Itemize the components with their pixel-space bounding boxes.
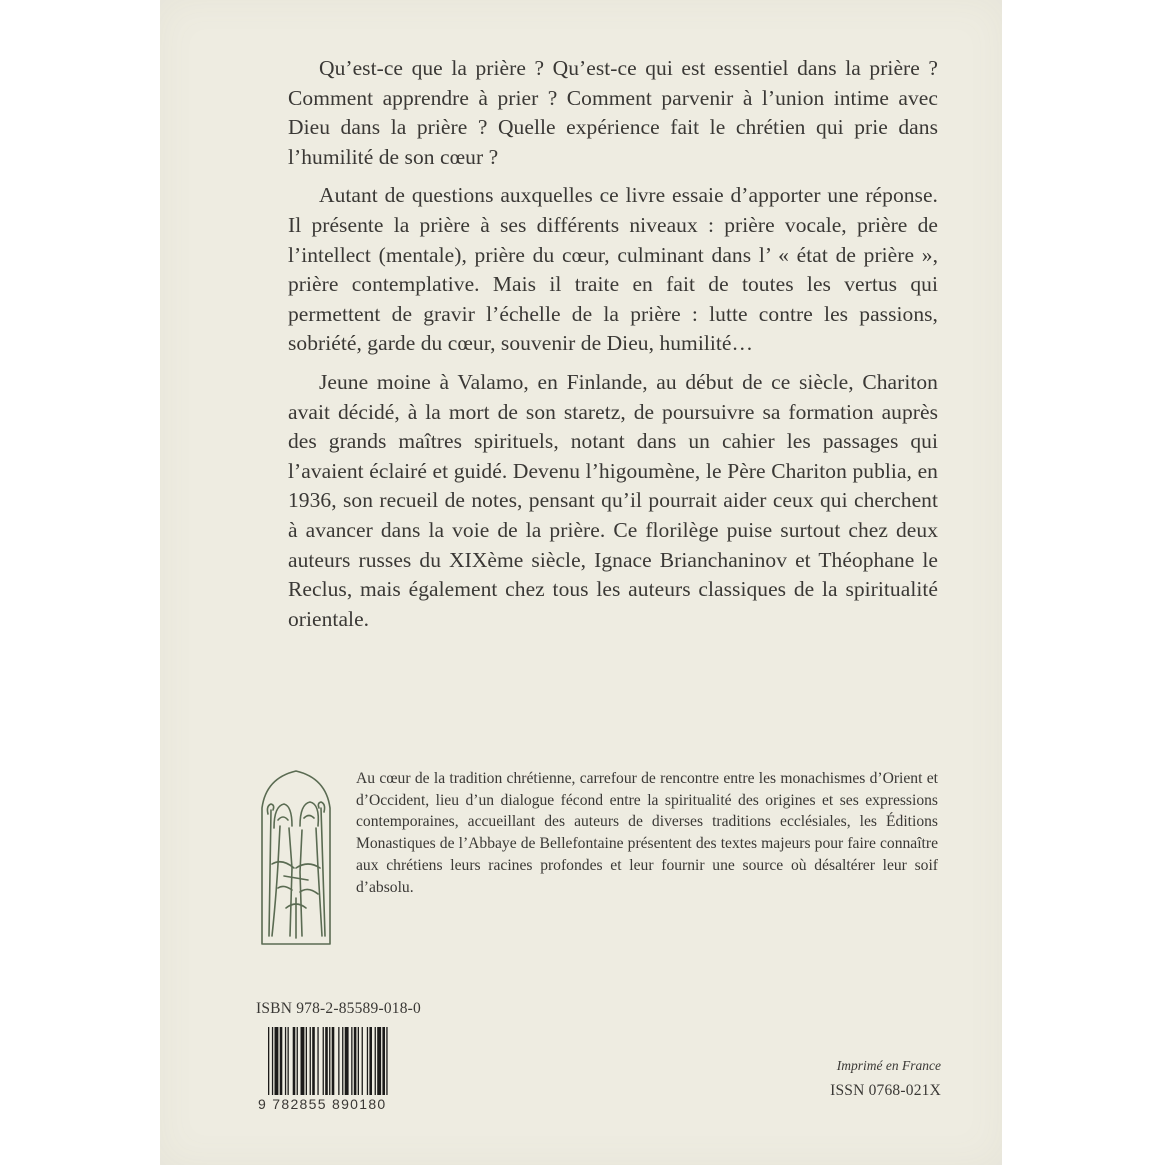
barcode-bar [268,1027,269,1101]
barcode-bar [369,1027,372,1095]
barcode-bar [301,1027,305,1095]
barcode-bar [306,1027,307,1095]
barcode-bar [310,1027,311,1095]
back-cover [160,0,1002,1165]
barcode-bar [342,1027,343,1095]
barcode-bar [382,1027,385,1095]
barcode-bar [332,1027,335,1095]
isbn-label: ISBN 978-2-85589-018-0 [256,1000,421,1017]
barcode-bar [377,1027,381,1095]
blurb-paragraph: Autant de questions auxquelles ce livre essaie d’apporter une réponse. Il présente la prière à ses différents niveaux : prière vocale, prière de l’intellect (mentale), prière du cœur, culminant dans l’ « état de prière », prière contemplative. Mais il traite en fait de toutes les vertus qui permettent de gravir l’échelle de la prière : lutte contre les passions, sobriété, garde du cœur, souvenir de Dieu, humilité… [288,183,938,356]
issn-label: ISSN 0768-021X [830,1082,941,1099]
blurb-paragraph: Qu’est-ce que la prière ? Qu’est-ce qui est essentiel dans la prière ? Comment apprendre à prier ? Comment parvenir à l’union intime avec Dieu dans la prière ? Quelle expérience fait le chrétien qui prie dans l’humilité de son cœur ? [288,56,938,169]
barcode-bar [293,1027,296,1095]
barcode-bar [297,1027,298,1095]
blurb-paragraph: Jeune moine à Valamo, en Finlande, au début de ce siècle, Chariton avait décidé, à la mort de son staretz, de poursuivre sa formation auprès des grands maîtres spirituels, notant dans un cahier les passages qui l’avaient éclairé et guidé. Devenu l’higoumène, le Père Chariton publia, en 1936, son recueil de notes, pensant qu’il pourrait aider ceux qui cherchent à avancer dans la voie de la prière. Ce florilège puise surtout chez deux auteurs russes du XIXème siècle, Ignace Brianchaninov et Théophane le Reclus, mais également chez tous les auteurs classiques de la spiritualité orientale. [288,369,938,631]
barcode-bar [367,1027,368,1095]
barcode-bar [338,1027,339,1095]
collection-description: Au cœur de la tradition chrétienne, carrefour de rencontre entre les monachismes d’Orient et d’Occident, lieu d’un dialogue fécond entre la spiritualité des origines et ses expressions contemporaines, accueillant des auteurs de diverses traditions ecclésiales, les Éditions Monastiques de l’Abbaye de Bellefontaine présentent des textes majeurs pour faire connaître aux chrétiens leurs racines profondes et leur fournir une source où désaltérer leur soif d’absolu. [356,770,938,896]
barcode-bar [375,1027,376,1095]
barcode-bar [325,1027,328,1101]
barcode [256,1027,420,1113]
barcode-bar [288,1027,289,1095]
printed-in-france: Imprimé en France [836,1058,941,1073]
barcode-bar [275,1027,279,1095]
barcode-bar [329,1027,330,1101]
barcode-bar [312,1027,315,1095]
collection-section [256,768,938,948]
barcode-bars [256,1027,420,1101]
barcode-bar [323,1027,324,1095]
barcode-bar [358,1027,359,1095]
barcode-bar [351,1027,352,1095]
barcode-bar [354,1027,357,1095]
barcode-bar [285,1027,286,1095]
blurb [288,54,938,643]
barcode-bar [317,1027,318,1095]
two-monks-emblem-icon [256,768,336,946]
barcode-digits: 9 782855 890180 [256,1095,422,1113]
barcode-bar [345,1027,349,1095]
barcode-bar [280,1027,283,1095]
barcode-bar [362,1027,363,1095]
barcode-bar [386,1027,387,1101]
barcode-bar [272,1027,273,1101]
